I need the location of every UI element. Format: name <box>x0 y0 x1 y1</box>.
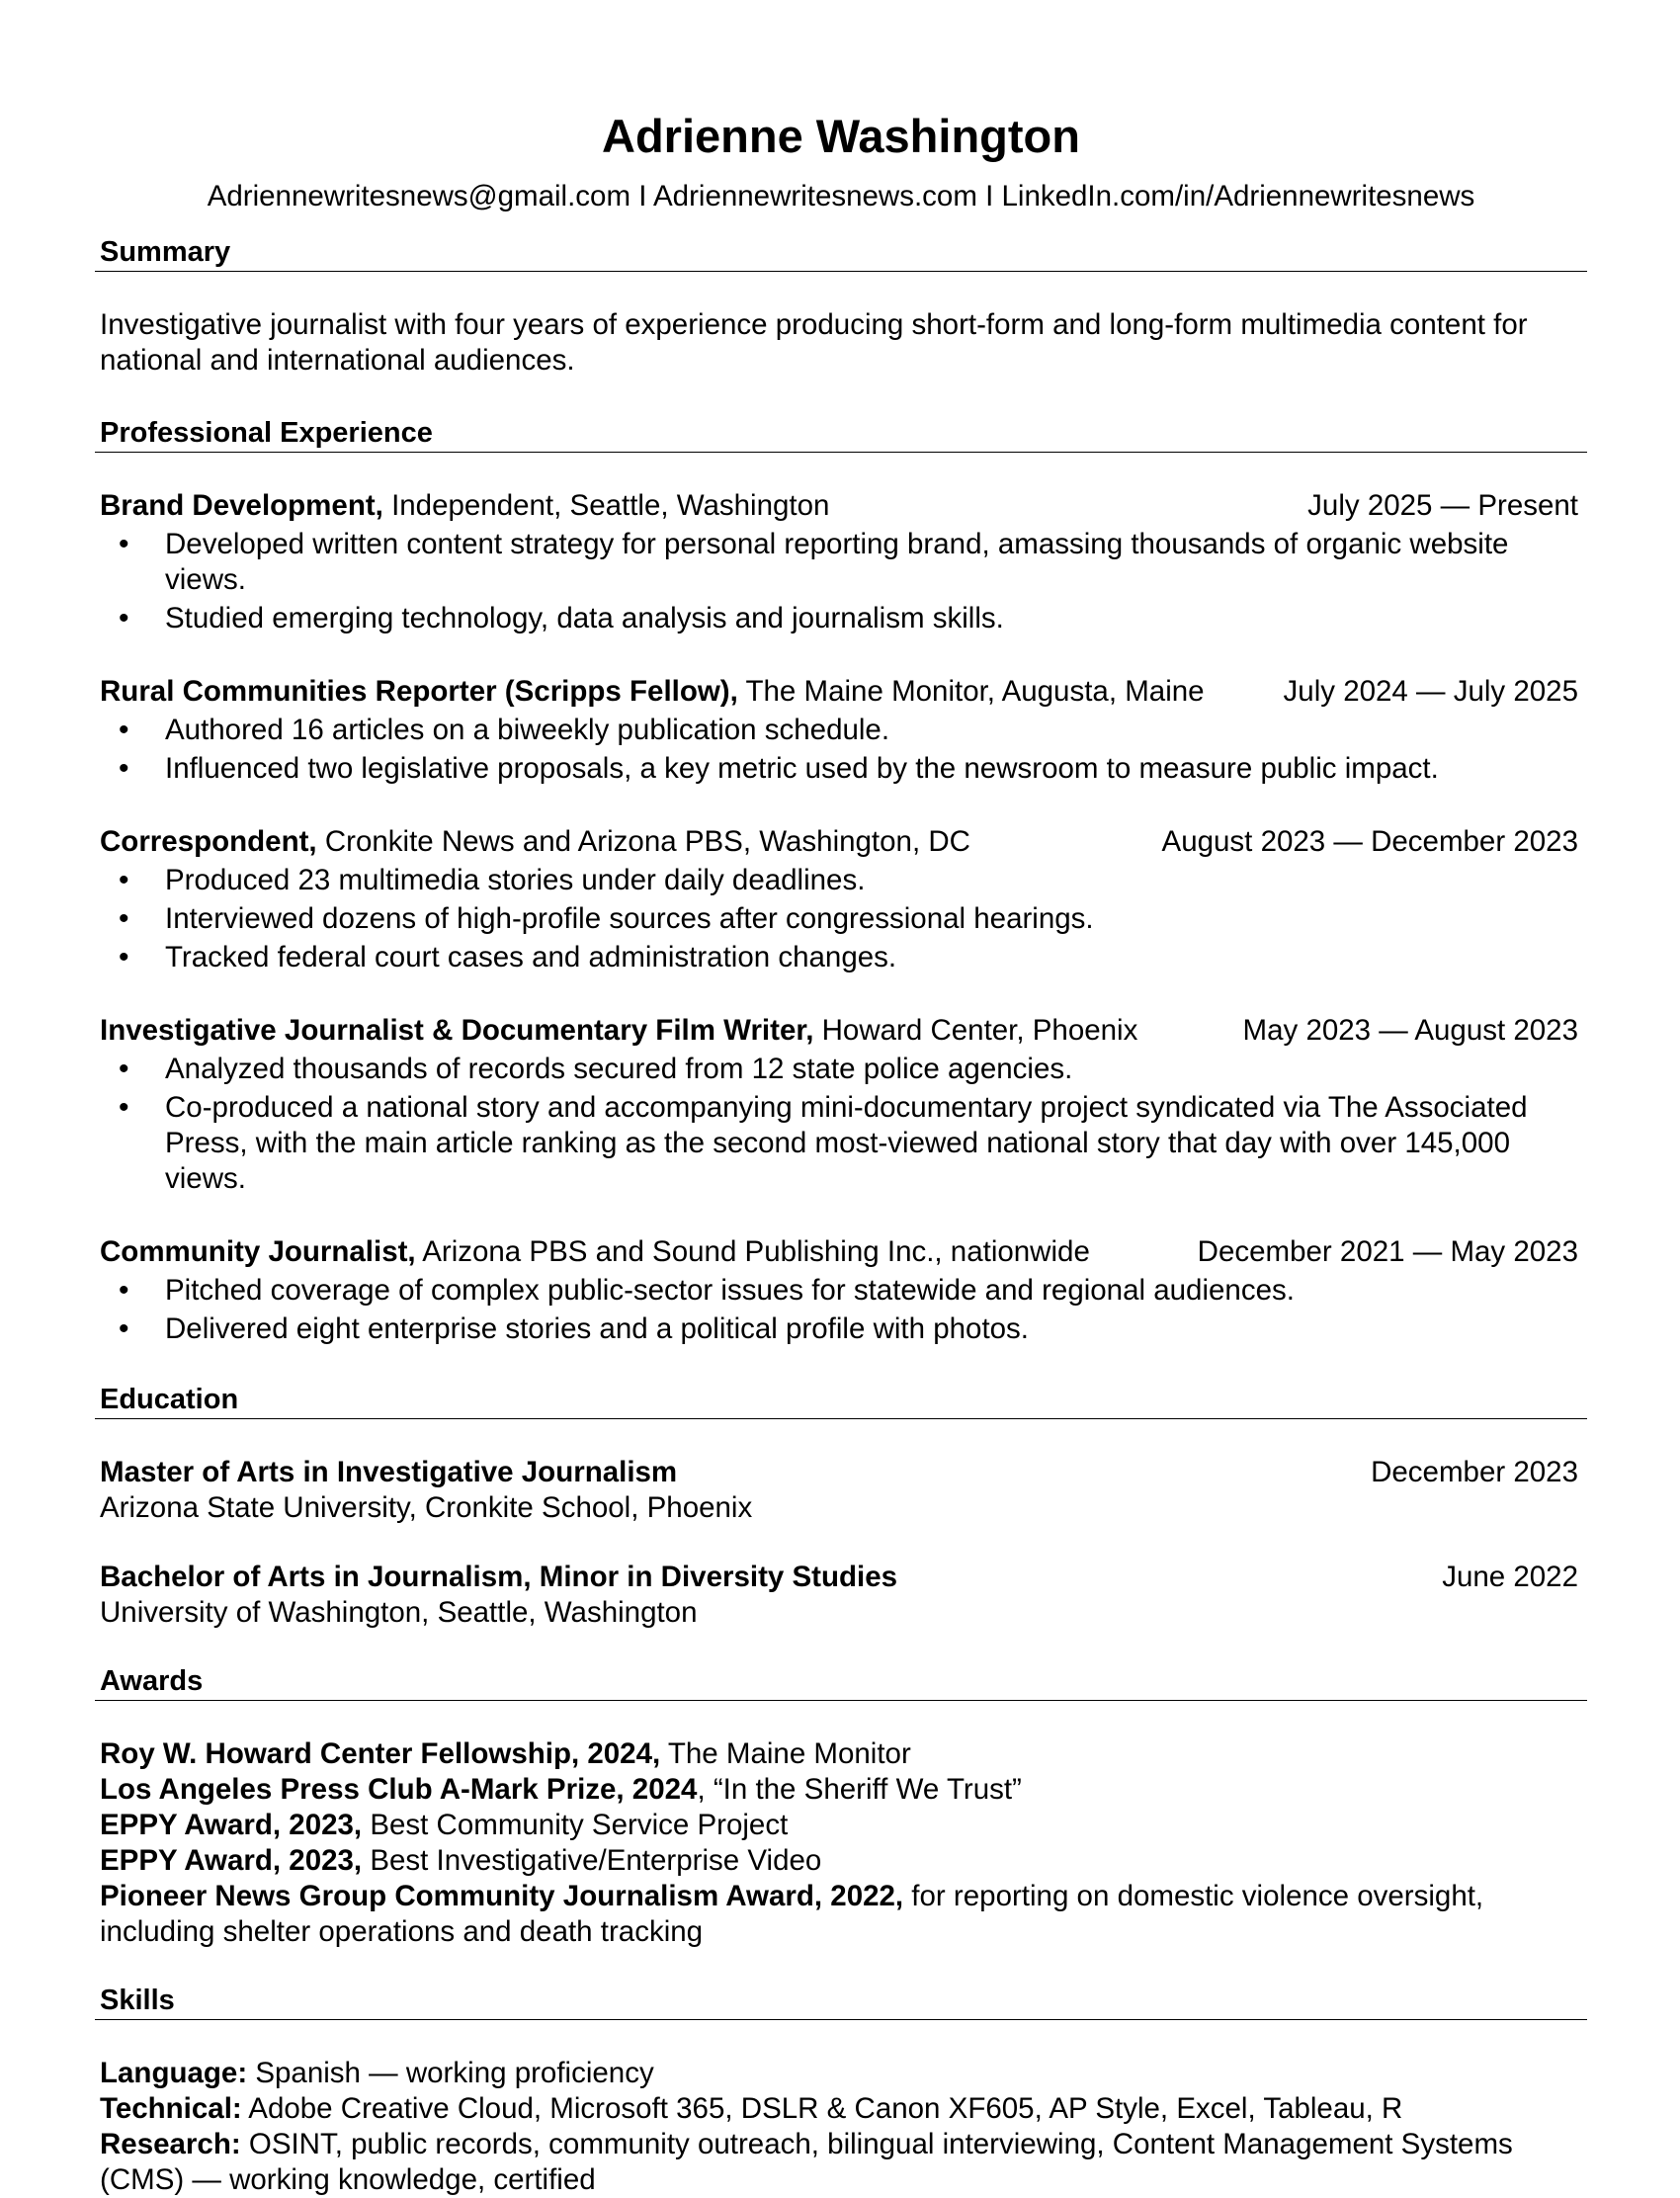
job-bullet: • Studied emerging technology, data analysis and journalism skills. <box>100 601 1582 636</box>
summary-section <box>95 235 1587 379</box>
award-name: Roy W. Howard Center Fellowship, 2024, <box>100 1737 661 1770</box>
job-org: Howard Center, Phoenix <box>813 1014 1138 1047</box>
job-bullet: • Delivered eight enterprise stories and a political profile with photos. <box>100 1311 1582 1347</box>
award-detail: Best Community Service Project <box>362 1809 789 1841</box>
job-bullet: • Produced 23 multimedia stories under daily deadlines. <box>100 863 1582 898</box>
section-heading-skills: Skills <box>95 1984 1587 2020</box>
job-bullet: • Analyzed thousands of records secured from 12 state police agencies. <box>100 1052 1582 1087</box>
degree-date: June 2022 <box>1442 1561 1578 1593</box>
job-dates: August 2023 — December 2023 <box>1161 825 1578 858</box>
award-name: Pioneer News Group Community Journalism Award, 2022, <box>100 1880 904 1912</box>
skills-section <box>95 1984 1587 2198</box>
skill-text: Adobe Creative Cloud, Microsoft 365, DSLR & Canon XF605, AP Style, Excel, Tableau, R <box>241 2092 1403 2125</box>
section-heading-education: Education <box>95 1383 1587 1419</box>
section-heading-experience: Professional Experience <box>95 416 1587 453</box>
degree-title: Master of Arts in Investigative Journalism <box>100 1456 678 1488</box>
job-bullet: • Tracked federal court cases and administration changes. <box>100 940 1582 975</box>
award-detail: for reporting on domestic violence oversight, including shelter operations and death tracking <box>100 1880 1484 1948</box>
job-entry <box>100 824 1582 975</box>
job-title: Correspondent, <box>100 825 317 858</box>
job-org: Independent, Seattle, Washington <box>382 489 830 522</box>
award-item <box>100 1772 1582 1808</box>
job-org: Arizona PBS and Sound Publishing Inc., nationwide <box>415 1235 1090 1268</box>
skill-label: Technical: <box>100 2092 242 2125</box>
job-dates: December 2021 — May 2023 <box>1197 1235 1578 1268</box>
skill-label: Language: <box>100 2057 248 2089</box>
award-detail: , “In the Sheriff We Trust” <box>697 1773 1022 1806</box>
skill-item <box>100 2127 1582 2198</box>
job-bullet: • Interviewed dozens of high-profile sources after congressional hearings. <box>100 901 1582 937</box>
skill-item <box>100 2091 1582 2127</box>
job-org: The Maine Monitor, Augusta, Maine <box>737 675 1205 708</box>
job-dates: May 2023 — August 2023 <box>1242 1014 1578 1047</box>
degree-entry <box>100 1560 1582 1631</box>
skill-text: Spanish — working proficiency <box>247 2057 654 2089</box>
job-bullet: • Authored 16 articles on a biweekly publication schedule. <box>100 713 1582 748</box>
job-org: Cronkite News and Arizona PBS, Washington, DC <box>316 825 970 858</box>
degree-title: Bachelor of Arts in Journalism, Minor in Diversity Studies <box>100 1561 898 1593</box>
awards-section <box>95 1664 1587 1950</box>
skill-item <box>100 2056 1582 2091</box>
job-bullet: • Influenced two legislative proposals, a key metric used by the newsroom to measure public impact. <box>100 751 1582 787</box>
job-title: Rural Communities Reporter (Scripps Fellow), <box>100 675 738 708</box>
experience-section <box>95 416 1587 1347</box>
job-entry <box>100 488 1582 636</box>
job-entry <box>100 1013 1582 1197</box>
job-bullet: • Co-produced a national story and accompanying mini-documentary project syndicated via The Associated Press, with the main article ranking as the second most-viewed national story that day with over 145,000 views. <box>100 1090 1582 1197</box>
award-name: EPPY Award, 2023, <box>100 1844 363 1877</box>
award-item <box>100 1879 1582 1950</box>
education-section <box>95 1383 1587 1631</box>
resume-page <box>95 109 1587 2198</box>
job-bullet: • Pitched coverage of complex public-sector issues for statewide and regional audiences. <box>100 1273 1582 1309</box>
job-dates: July 2024 — July 2025 <box>1283 675 1578 708</box>
job-dates: July 2025 — Present <box>1307 489 1578 522</box>
skill-label: Research: <box>100 2128 241 2160</box>
contact-line: Adriennewritesnews@gmail.com I Adriennewritesnews.com I LinkedIn.com/in/Adriennewritesnews <box>207 180 1475 212</box>
award-detail: Best Investigative/Enterprise Video <box>362 1844 822 1877</box>
candidate-name: Adrienne Washington <box>602 110 1080 162</box>
job-bullet: • Developed written content strategy for personal reporting brand, amassing thousands of organic website views. <box>100 527 1582 598</box>
job-title: Investigative Journalist & Documentary Film Writer, <box>100 1014 814 1047</box>
section-heading-summary: Summary <box>95 235 1587 272</box>
degree-date: December 2023 <box>1371 1456 1578 1488</box>
award-name: EPPY Award, 2023, <box>100 1809 363 1841</box>
degree-school: University of Washington, Seattle, Washington <box>100 1596 698 1629</box>
award-detail: The Maine Monitor <box>660 1737 911 1770</box>
job-title: Community Journalist, <box>100 1235 416 1268</box>
award-name: Los Angeles Press Club A-Mark Prize, 2024 <box>100 1773 698 1806</box>
degree-entry <box>100 1455 1582 1526</box>
section-heading-awards: Awards <box>95 1664 1587 1701</box>
summary-text: Investigative journalist with four years of experience producing short-form and long-form multimedia content for national and international audiences. <box>100 308 1528 377</box>
award-item <box>100 1843 1582 1879</box>
job-entry <box>100 674 1582 787</box>
job-entry <box>100 1234 1582 1347</box>
job-title: Brand Development, <box>100 489 383 522</box>
award-item <box>100 1808 1582 1843</box>
award-item <box>100 1736 1582 1772</box>
degree-school: Arizona State University, Cronkite School, Phoenix <box>100 1491 753 1524</box>
skill-text: OSINT, public records, community outreach, bilingual interviewing, Content Management Systems (CMS) — working knowledge, certified <box>100 2128 1513 2196</box>
